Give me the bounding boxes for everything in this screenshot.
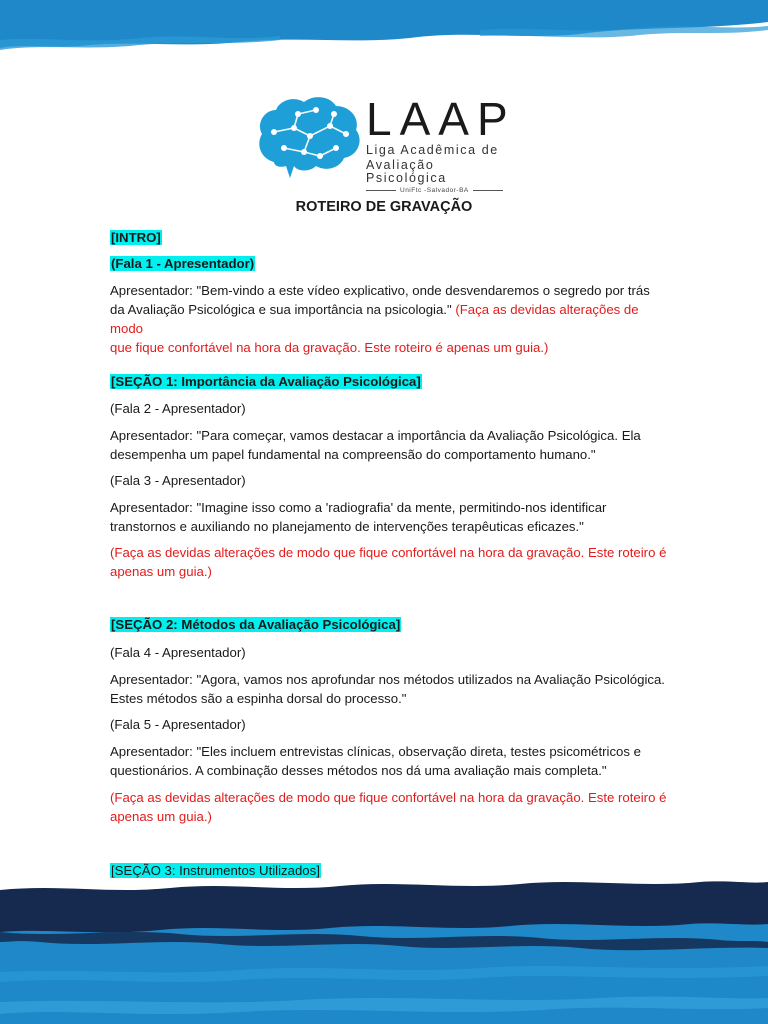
fala4-text-1: Apresentador: "Agora, vamos nos aprofundar nos métodos utilizados na Avaliação Psicológica.	[110, 672, 665, 687]
intro-tag: [INTRO]	[111, 230, 161, 245]
fala1-line	[110, 254, 670, 273]
note2-text-2: apenas um guia.)	[110, 809, 212, 824]
secao2-line	[110, 615, 670, 634]
fala5-text-2: questionários. A combinação desses métodos nos dá uma avaliação mais completa."	[110, 763, 607, 778]
logo-title: LAAP	[366, 93, 516, 145]
fala2-heading: (Fala 2 - Apresentador)	[110, 401, 246, 416]
intro-text-2b: (Faça as devidas alterações de modo	[110, 302, 639, 336]
fala3-heading: (Fala 3 - Apresentador)	[110, 473, 246, 488]
bottom-brush-decoration	[0, 872, 768, 1024]
fala5-text-1: Apresentador: "Eles incluem entrevistas clínicas, observação direta, testes psicométricos e	[110, 744, 641, 759]
logo-subtitle-line1: Liga Acadêmica de	[366, 143, 499, 157]
fala3-text-1: Apresentador: "Imagine isso como a 'radiografia' da mente, permitindo-nos identificar	[110, 500, 607, 515]
brain-icon	[254, 92, 364, 182]
fala4-heading: (Fala 4 - Apresentador)	[110, 645, 246, 660]
laap-logo	[254, 92, 516, 194]
fala2-text-1: Apresentador: "Para começar, vamos destacar a importância da Avaliação Psicológica. Ela	[110, 428, 641, 443]
logo-tagline-row	[366, 187, 516, 194]
secao1-heading: [SEÇÃO 1: Importância da Avaliação Psicológica]	[111, 374, 421, 389]
secao3-heading: [SEÇÃO 3: Instrumentos Utilizados]	[111, 863, 320, 878]
note1-text-2: apenas um guia.)	[110, 564, 212, 579]
fala5-heading: (Fala 5 - Apresentador)	[110, 717, 246, 732]
intro-text-2a: da Avaliação Psicológica e sua importância na psicologia."	[110, 302, 456, 317]
fala2-text-2: desempenha um papel fundamental na compreensão do comportamento humano."	[110, 447, 596, 462]
secao1-line	[110, 372, 670, 391]
note1-paragraph	[110, 543, 670, 581]
logo-subtitle-line2: Avaliação Psicológica	[366, 158, 447, 185]
intro-tag-line	[110, 228, 670, 247]
top-brush-decoration	[0, 0, 768, 60]
fala4-paragraph	[110, 670, 670, 708]
note1-text-1: (Faça as devidas alterações de modo que fique confortável na hora da gravação. Este roteiro é	[110, 545, 667, 560]
fala2-paragraph	[110, 426, 670, 464]
note2-text-1: (Faça as devidas alterações de modo que fique confortável na hora da gravação. Este roteiro é	[110, 790, 667, 805]
fala5-paragraph	[110, 742, 670, 780]
logo-tagline: UniFtc -Salvador-BA	[400, 187, 469, 194]
secao2-heading: [SEÇÃO 2: Métodos da Avaliação Psicológica]	[111, 617, 401, 632]
fala1-heading: (Fala 1 - Apresentador)	[111, 256, 255, 271]
fala3-text-2: transtornos e auxiliando no planejamento de intervenções terapêuticas eficazes."	[110, 519, 584, 534]
document-title: ROTEIRO DE GRAVAÇÃO	[295, 199, 473, 215]
intro-text-1: Apresentador: "Bem-vindo a este vídeo explicativo, onde desvendaremos o segredo por trás	[110, 283, 650, 298]
intro-paragraph	[110, 281, 670, 357]
note2-paragraph	[110, 788, 670, 826]
fala3-paragraph	[110, 498, 670, 536]
intro-text-3: que fique confortável na hora da gravação. Este roteiro é apenas um guia.)	[110, 340, 549, 355]
fala4-text-2: Estes métodos são a espinha dorsal do processo."	[110, 691, 407, 706]
